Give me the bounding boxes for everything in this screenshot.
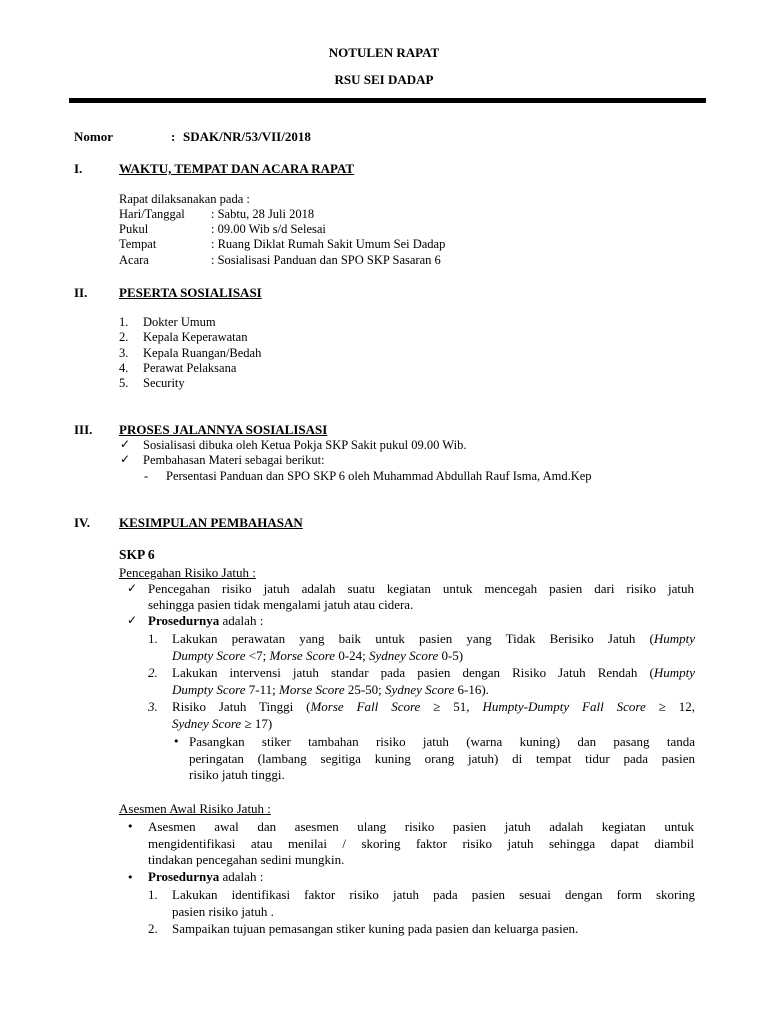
bullet-line: Pasangkan stiker tambahan risiko jatuh (warna kuning) dan pasang tanda bbox=[189, 734, 695, 749]
participant-number: 1. bbox=[119, 315, 129, 329]
participant-item: Security bbox=[143, 376, 185, 390]
step-italic: Dumpty Score bbox=[172, 682, 246, 697]
checkmark-icon: ✓ bbox=[120, 437, 131, 451]
participant-item: Dokter Umum bbox=[143, 315, 216, 329]
step-text: <7; bbox=[245, 648, 270, 663]
step-number: 2. bbox=[148, 921, 158, 936]
detail-value-pukul: : 09.00 Wib s/d Selesai bbox=[211, 222, 326, 236]
skp-heading: SKP 6 bbox=[119, 547, 155, 562]
prosedur-label bbox=[148, 614, 263, 627]
step-line bbox=[172, 699, 695, 715]
step-italic: Morse Score bbox=[269, 648, 336, 663]
participant-item: Kepala Ruangan/Bedah bbox=[143, 346, 262, 360]
section-2-title: PESERTA SOSIALISASI bbox=[119, 285, 262, 300]
step-text: 7-11; bbox=[245, 682, 279, 697]
detail-label-hari: Hari/Tanggal bbox=[119, 207, 185, 221]
step-line: Sampaikan tujuan pemasangan stiker kuning pada pasien dan keluarga pasien. bbox=[172, 921, 579, 936]
prosedur-bold: Prosedurnya bbox=[148, 613, 220, 628]
bullet-line: risiko jatuh tinggi. bbox=[189, 767, 285, 782]
process-subitem: Persentasi Panduan dan SPO SKP 6 oleh Muhammad Abdullah Rauf Isma, Amd.Kep bbox=[166, 469, 592, 483]
checkmark-icon: ✓ bbox=[127, 581, 138, 595]
step-italic: Dumpty Score bbox=[172, 648, 246, 663]
participant-number: 2. bbox=[119, 330, 129, 344]
step-text: Lakukan perawatan yang baik untuk pasien yang Tidak Berisiko Jatuh ( bbox=[172, 631, 654, 646]
section-1-intro: Rapat dilaksanakan pada : bbox=[119, 192, 250, 206]
section-3-number: III. bbox=[74, 422, 93, 437]
nomor-value: SDAK/NR/53/VII/2018 bbox=[183, 129, 311, 144]
step-text: Risiko Jatuh Tinggi ( bbox=[172, 699, 311, 714]
pencegahan-paragraph-line: Pencegahan risiko jatuh adalah suatu kegiatan untuk mencegah pasien dari risiko jatuh bbox=[148, 581, 694, 596]
participant-number: 4. bbox=[119, 361, 129, 375]
process-item: Sosialisasi dibuka oleh Ketua Pokja SKP Sakit pukul 09.00 Wib. bbox=[143, 438, 467, 452]
step-line: pasien risiko jatuh . bbox=[172, 904, 274, 919]
step-line bbox=[172, 649, 463, 662]
step-text: 0-24; bbox=[335, 648, 370, 663]
step-text: Lakukan intervensi jatuh standar pada pasien dengan Risiko Jatuh Rendah ( bbox=[172, 665, 654, 680]
nomor-separator: : bbox=[171, 129, 176, 144]
asesmen-paragraph-line: Asesmen awal dan asesmen ulang risiko pasien jatuh adalah kegiatan untuk bbox=[148, 819, 694, 834]
step-text: 25-50; bbox=[344, 682, 386, 697]
step-text: 6-16). bbox=[454, 682, 489, 697]
step-line bbox=[172, 631, 695, 647]
step-number: 1. bbox=[148, 631, 158, 646]
checkmark-icon: ✓ bbox=[120, 452, 131, 466]
bullet-icon: • bbox=[173, 735, 180, 748]
pencegahan-paragraph-line: sehingga pasien tidak mengalami jatuh atau cidera. bbox=[148, 597, 414, 612]
detail-value-tempat: : Ruang Diklat Rumah Sakit Umum Sei Dadap bbox=[211, 237, 446, 251]
section-1-number: I. bbox=[74, 161, 83, 176]
detail-label-acara: Acara bbox=[119, 253, 149, 267]
step-line bbox=[172, 717, 272, 730]
process-item: Pembahasan Materi sebagai berikut: bbox=[143, 453, 325, 467]
section-4-title: KESIMPULAN PEMBAHASAN bbox=[119, 515, 303, 530]
asesmen-paragraph-line: tindakan pencegahan sedini mungkin. bbox=[148, 852, 345, 867]
detail-value-hari: : Sabtu, 28 Juli 2018 bbox=[211, 207, 315, 221]
step-italic: Morse Score bbox=[279, 682, 345, 697]
detail-label-pukul: Pukul bbox=[119, 222, 149, 236]
step-line bbox=[172, 665, 695, 681]
prosedur-rest: adalah : bbox=[219, 869, 264, 884]
step-text: ≥ 17) bbox=[241, 716, 273, 731]
pencegahan-heading: Pencegahan Risiko Jatuh : bbox=[119, 565, 256, 580]
prosedur-rest: adalah : bbox=[219, 613, 264, 628]
step-line: Lakukan identifikasi faktor risiko jatuh pada pasien sesuai dengan form skoring bbox=[172, 887, 695, 902]
step-number: 1. bbox=[148, 887, 158, 902]
prosedur-bold: Prosedurnya bbox=[148, 869, 220, 884]
step-italic: Sydney Score bbox=[369, 648, 439, 663]
step-number: 3. bbox=[148, 699, 158, 714]
step-text: ≥ 12, bbox=[645, 699, 695, 714]
asesmen-paragraph-line: mengidentifikasi atau menilai / skoring faktor risiko jatuh sehingga dapat diambil bbox=[148, 836, 694, 851]
step-text: ≥ 51, bbox=[420, 699, 483, 714]
participant-number: 3. bbox=[119, 346, 129, 360]
section-4-number: IV. bbox=[74, 515, 91, 530]
asesmen-heading: Asesmen Awal Risiko Jatuh : bbox=[119, 801, 271, 816]
bullet-icon: • bbox=[127, 820, 134, 833]
step-text: 0-5) bbox=[438, 648, 464, 663]
detail-label-tempat: Tempat bbox=[119, 237, 157, 251]
bullet-icon: • bbox=[127, 871, 134, 884]
participant-number: 5. bbox=[119, 376, 129, 390]
nomor-label: Nomor bbox=[74, 129, 113, 144]
dash-bullet: - bbox=[144, 469, 149, 483]
participant-item: Perawat Pelaksana bbox=[143, 361, 237, 375]
step-number: 2. bbox=[148, 665, 158, 680]
section-2-number: II. bbox=[74, 285, 88, 300]
document-title: NOTULEN RAPAT bbox=[328, 45, 440, 60]
step-italic: Morse Fall Score bbox=[310, 699, 421, 714]
step-line bbox=[172, 683, 489, 696]
checkmark-icon: ✓ bbox=[127, 613, 138, 627]
detail-value-acara: : Sosialisasi Panduan dan SPO SKP Sasaran 6 bbox=[211, 253, 441, 267]
step-italic: Humpty-Dumpty Fall Score bbox=[482, 699, 646, 714]
participant-item: Kepala Keperawatan bbox=[143, 330, 248, 344]
step-italic: Sydney Score bbox=[172, 716, 242, 731]
prosedur-label bbox=[148, 870, 263, 883]
step-italic: Sydney Score bbox=[385, 682, 455, 697]
bullet-line: peringatan (lambang segitiga kuning orang jatuh) di tempat tidur pada pasien bbox=[189, 751, 695, 766]
section-3-title: PROSES JALANNYA SOSIALISASI bbox=[119, 422, 328, 437]
header-divider bbox=[69, 98, 706, 103]
step-italic: Humpty bbox=[653, 631, 695, 646]
step-italic: Humpty bbox=[653, 665, 695, 680]
section-1-title: WAKTU, TEMPAT DAN ACARA RAPAT bbox=[119, 161, 355, 176]
document-subtitle: RSU SEI DADAP bbox=[334, 72, 434, 87]
